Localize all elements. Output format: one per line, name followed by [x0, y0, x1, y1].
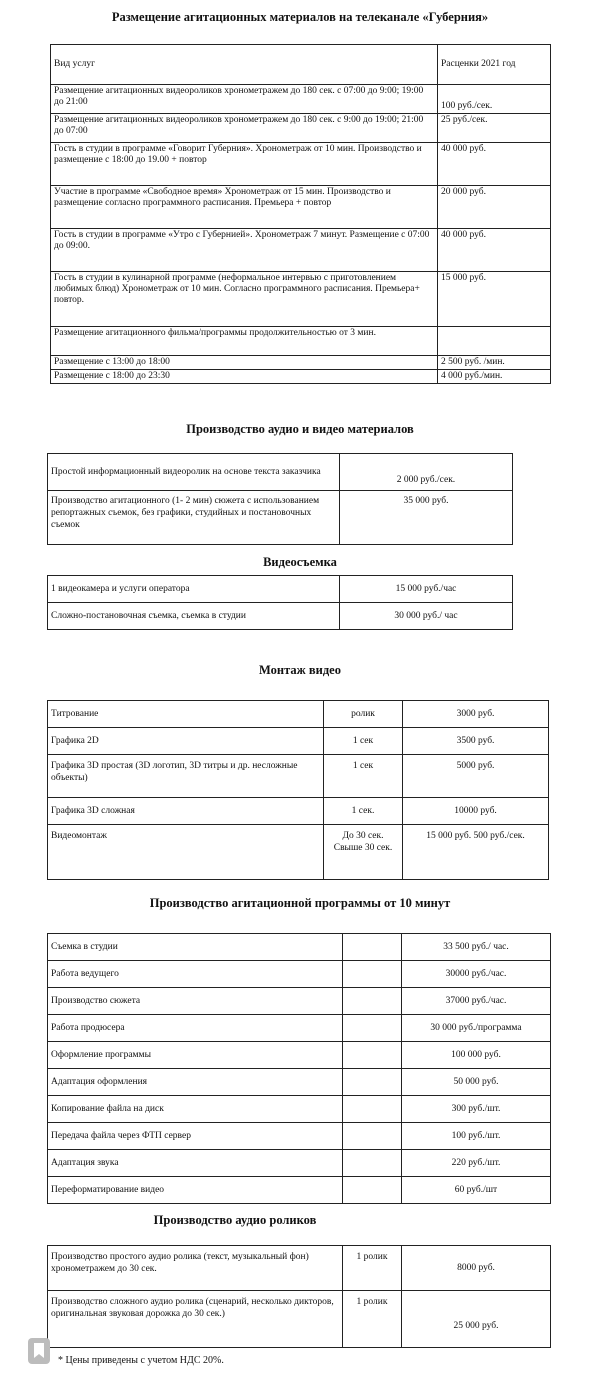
- unit-cell: 1 сек.: [324, 798, 403, 825]
- table-row: [51, 143, 551, 186]
- price-cell: 35 000 руб.: [340, 491, 513, 545]
- unit-cell: [343, 1069, 402, 1096]
- service-cell: Сложно-постановочная съемка, съемка в студии: [48, 603, 340, 630]
- section-title-editing: Монтаж видео: [259, 663, 341, 677]
- service-cell: Работа продюсера: [48, 1015, 343, 1042]
- service-cell: Графика 3D сложная: [48, 798, 324, 825]
- unit-cell: [343, 1042, 402, 1069]
- price-cell: 15 000 руб./час: [340, 576, 513, 603]
- service-cell: 1 видеокамера и услуги оператора: [48, 576, 340, 603]
- table-row: [48, 1177, 551, 1204]
- service-cell: Переформатирование видео: [48, 1177, 343, 1204]
- header-price: Расценки 2021 год: [438, 45, 551, 85]
- unit-cell: 1 ролик: [343, 1246, 402, 1291]
- price-cell: [438, 327, 551, 356]
- unit-cell: [343, 988, 402, 1015]
- price-cell: 37000 руб./час.: [402, 988, 551, 1015]
- unit-cell: [343, 1096, 402, 1123]
- service-cell: Производство сложного аудио ролика (сценарий, несколько дикторов, оригинальная звуковая дорожка до 30 сек.): [48, 1291, 343, 1348]
- service-cell: Производство агитационного (1- 2 мин) сюжета с использованием репортажных съемок, без графики, студийных и постановочных съемок: [48, 491, 340, 545]
- table-row: [48, 755, 549, 798]
- table-row: [48, 1246, 551, 1291]
- price-cell: 50 000 руб.: [402, 1069, 551, 1096]
- service-cell: Гость в студии в кулинарной программе (неформальное интервью с приготовлением любимых блюд) Хронометраж от 10 мин. Согласно программного расписания. Премьера+ повтор.: [51, 272, 438, 327]
- service-cell: Размещение с 13:00 до 18:00: [51, 356, 438, 370]
- service-cell: Размещение агитационных видеороликов хронометражем до 180 сек. с 9:00 до 19:00; 21:00 до 07:00: [51, 114, 438, 143]
- program-price-table: [47, 933, 551, 1204]
- table-row: [48, 1291, 551, 1348]
- service-cell: Видеомонтаж: [48, 825, 324, 880]
- price-cell: 8000 руб.: [402, 1246, 551, 1291]
- service-cell: Размещение агитационных видеороликов хронометражем до 180 сек. с 07:00 до 9:00; 19:00 до 21:00: [51, 85, 438, 114]
- table-row: [48, 728, 549, 755]
- unit-cell: [343, 1150, 402, 1177]
- price-cell: 30 000 руб./программа: [402, 1015, 551, 1042]
- table-row: [51, 370, 551, 384]
- price-cell: 40 000 руб.: [438, 229, 551, 272]
- table-row: [48, 1069, 551, 1096]
- table-header-row: [51, 45, 551, 85]
- price-cell: 40 000 руб.: [438, 143, 551, 186]
- table-row: [48, 1042, 551, 1069]
- bookmark-button[interactable]: [28, 1338, 50, 1364]
- unit-cell: [343, 961, 402, 988]
- table-row: [48, 798, 549, 825]
- price-cell: 4 000 руб./мин.: [438, 370, 551, 384]
- unit-cell: 1 ролик: [343, 1291, 402, 1348]
- table-row: [48, 491, 513, 545]
- service-cell: Производство сюжета: [48, 988, 343, 1015]
- table-row: [51, 114, 551, 143]
- price-cell: 100 руб./сек.: [438, 85, 551, 114]
- service-cell: Съемка в студии: [48, 934, 343, 961]
- service-cell: Адаптация звука: [48, 1150, 343, 1177]
- price-cell: 15 000 руб. 500 руб./сек.: [403, 825, 549, 880]
- section-title-placement: Размещение агитационных материалов на телеканале «Губерния»: [111, 10, 489, 24]
- editing-price-table: [47, 700, 549, 880]
- header-service: Вид услуг: [51, 45, 438, 85]
- table-row: [48, 701, 549, 728]
- section-title-production: Производство аудио и видео материалов: [186, 422, 414, 436]
- vat-footnote: * Цены приведены с учетом НДС 20%.: [58, 1355, 224, 1366]
- table-row: [48, 934, 551, 961]
- table-row: [48, 1150, 551, 1177]
- table-row: [48, 576, 513, 603]
- unit-cell: 1 сек: [324, 728, 403, 755]
- table-row: [51, 327, 551, 356]
- price-cell: 100 руб./шт.: [402, 1123, 551, 1150]
- service-cell: Простой информационный видеоролик на основе текста заказчика: [48, 454, 340, 491]
- price-cell: 3500 руб.: [403, 728, 549, 755]
- service-cell: Титрование: [48, 701, 324, 728]
- service-cell: Копирование файла на диск: [48, 1096, 343, 1123]
- table-row: [51, 272, 551, 327]
- table-row: [51, 356, 551, 370]
- table-row: [51, 186, 551, 229]
- unit-cell: ролик: [324, 701, 403, 728]
- price-cell: 300 руб./шт.: [402, 1096, 551, 1123]
- service-cell: Графика 3D простая (3D логотип, 3D титры и др. несложные объекты): [48, 755, 324, 798]
- service-cell: Гость в студии в программе «Утро с Губернией». Хронометраж 7 минут. Размещение с 07:00 до 09:00.: [51, 229, 438, 272]
- service-cell: Размещение с 18:00 до 23:30: [51, 370, 438, 384]
- table-row: [48, 825, 549, 880]
- unit-cell: [343, 1177, 402, 1204]
- service-cell: Гость в студии в программе «Говорит Губерния». Хронометраж от 10 мин. Производство и размещение с 18:00 до 19.00 + повтор: [51, 143, 438, 186]
- section-title-program: Производство агитационной программы от 10 минут: [149, 896, 451, 910]
- service-cell: Графика 2D: [48, 728, 324, 755]
- service-cell: Передача файла через ФТП сервер: [48, 1123, 343, 1150]
- unit-cell: До 30 сек. Свыше 30 сек.: [324, 825, 403, 880]
- service-cell: Размещение агитационного фильма/программы продолжительностью от 3 мин.: [51, 327, 438, 356]
- price-cell: 2 000 руб./сек.: [340, 454, 513, 491]
- section-title-videoshooting: Видеосъемка: [263, 555, 337, 569]
- table-row: [48, 603, 513, 630]
- price-cell: 100 000 руб.: [402, 1042, 551, 1069]
- price-cell: 2 500 руб. /мин.: [438, 356, 551, 370]
- placement-price-table: [50, 44, 551, 384]
- unit-cell: [343, 934, 402, 961]
- price-cell: 25 000 руб.: [402, 1291, 551, 1348]
- section-title-audio: Производство аудио роликов: [153, 1213, 317, 1227]
- table-row: [48, 988, 551, 1015]
- table-row: [48, 1123, 551, 1150]
- price-cell: 10000 руб.: [403, 798, 549, 825]
- price-cell: 15 000 руб.: [438, 272, 551, 327]
- table-row: [48, 454, 513, 491]
- price-cell: 33 500 руб./ час.: [402, 934, 551, 961]
- production-price-table: [47, 453, 513, 545]
- service-cell: Производство простого аудио ролика (текст, музыкальный фон) хронометражем до 30 сек.: [48, 1246, 343, 1291]
- service-cell: Участие в программе «Свободное время» Хронометраж от 15 мин. Производство и размещение согласно программного расписания. Премьера + повтор: [51, 186, 438, 229]
- price-cell: 30 000 руб./ час: [340, 603, 513, 630]
- videoshooting-price-table: [47, 575, 513, 630]
- table-row: [51, 229, 551, 272]
- service-cell: Адаптация оформления: [48, 1069, 343, 1096]
- service-cell: Работа ведущего: [48, 961, 343, 988]
- table-row: [48, 1015, 551, 1042]
- unit-cell: [343, 1015, 402, 1042]
- price-cell: 3000 руб.: [403, 701, 549, 728]
- price-cell: 5000 руб.: [403, 755, 549, 798]
- price-cell: 220 руб./шт.: [402, 1150, 551, 1177]
- table-row: [48, 961, 551, 988]
- table-row: [48, 1096, 551, 1123]
- table-row: [51, 85, 551, 114]
- price-cell: 20 000 руб.: [438, 186, 551, 229]
- unit-cell: 1 сек: [324, 755, 403, 798]
- price-cell: 60 руб./шт: [402, 1177, 551, 1204]
- service-cell: Оформление программы: [48, 1042, 343, 1069]
- bookmark-icon: [33, 1342, 45, 1359]
- price-cell: 25 руб./сек.: [438, 114, 551, 143]
- price-cell: 30000 руб./час.: [402, 961, 551, 988]
- unit-cell: [343, 1123, 402, 1150]
- audio-price-table: [47, 1245, 551, 1348]
